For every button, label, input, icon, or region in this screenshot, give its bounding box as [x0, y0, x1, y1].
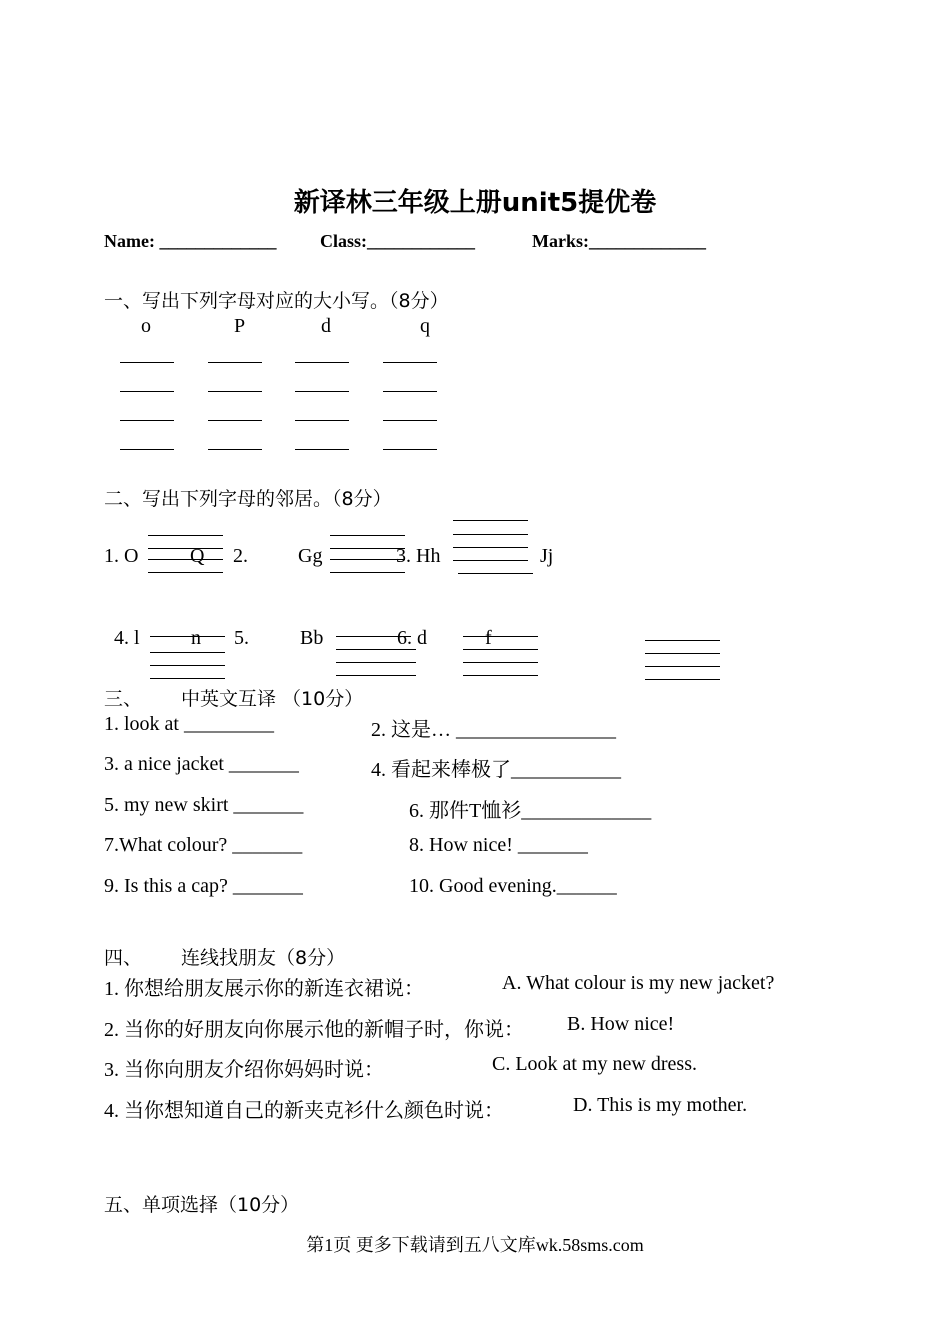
match-right-D: D. This is my mother. — [573, 1094, 748, 1116]
translate-item-10: 10. Good evening.______ — [409, 875, 617, 897]
translate-item-2: 2. 这是… ________________ — [371, 719, 616, 741]
marks-field: Marks:_____________ — [532, 231, 706, 251]
match-left-2: 2. 当你的好朋友向你展示他的新帽子时，你说： — [104, 1019, 524, 1041]
match-left-3: 3. 当你向朋友介绍你妈妈时说： — [104, 1059, 384, 1081]
translate-item-9: 9. Is this a cap? _______ — [104, 875, 303, 897]
neighbor-2-label: 2. — [233, 545, 248, 567]
neighbor-3-label: 3. Hh — [396, 545, 441, 567]
section1-heading: 一、写出下列字母对应的大小写。（8分） — [104, 290, 449, 312]
neighbor-1-label: 1. O — [104, 545, 139, 567]
neighbor-6-label: 6. d — [397, 627, 427, 649]
neighbor-3-given: Jj — [540, 545, 554, 567]
section4-heading: 连线找朋友（8分） — [181, 947, 346, 969]
match-right-B: B. How nice! — [567, 1013, 675, 1035]
letter-o: o — [141, 315, 151, 337]
neighbor-6-given: f — [485, 627, 492, 649]
class-field: Class:____________ — [320, 231, 476, 251]
translate-item-4: 4. 看起来棒极了___________ — [371, 759, 621, 781]
translate-item-7: 7.What colour? _______ — [104, 834, 303, 856]
match-right-C: C. Look at my new dress. — [492, 1053, 697, 1075]
section3-heading-number: 三、 — [104, 688, 143, 710]
translate-item-6: 6. 那件T恤衫_____________ — [409, 800, 652, 822]
translate-item-5: 5. my new skirt _______ — [104, 794, 304, 816]
section2-heading: 二、写出下列字母的邻居。（8分） — [104, 488, 392, 510]
neighbor-1-given: Q — [190, 545, 205, 567]
neighbor-2-given: Gg — [298, 545, 323, 567]
translate-item-8: 8. How nice! _______ — [409, 834, 588, 856]
section3-heading: 中英文互译 （10分） — [181, 688, 364, 710]
match-left-1: 1. 你想给朋友展示你的新连衣裙说： — [104, 978, 424, 1000]
match-left-4: 4. 当你想知道自己的新夹克衫什么颜色时说： — [104, 1100, 504, 1122]
page-footer: 第1页 更多下载请到五八文库wk.58sms.com — [306, 1235, 644, 1255]
name-field: Name: _____________ — [104, 231, 277, 251]
neighbor-4-label: 4. l — [114, 627, 140, 649]
neighbor-5-label: 5. — [234, 627, 249, 649]
letter-d: d — [321, 315, 331, 337]
neighbor-4-given: n — [191, 627, 201, 649]
letter-P: P — [234, 315, 246, 337]
section5-heading: 五、单项选择（10分） — [104, 1194, 300, 1216]
match-right-A: A. What colour is my new jacket? — [502, 972, 775, 994]
translate-item-3: 3. a nice jacket _______ — [104, 753, 299, 775]
section4-heading-number: 四、 — [104, 947, 143, 969]
page-title: 新译林三年级上册unit5提优卷 — [293, 188, 657, 218]
neighbor-5-given: Bb — [300, 627, 324, 649]
letter-q: q — [420, 315, 430, 337]
translate-item-1: 1. look at _________ — [104, 713, 274, 735]
